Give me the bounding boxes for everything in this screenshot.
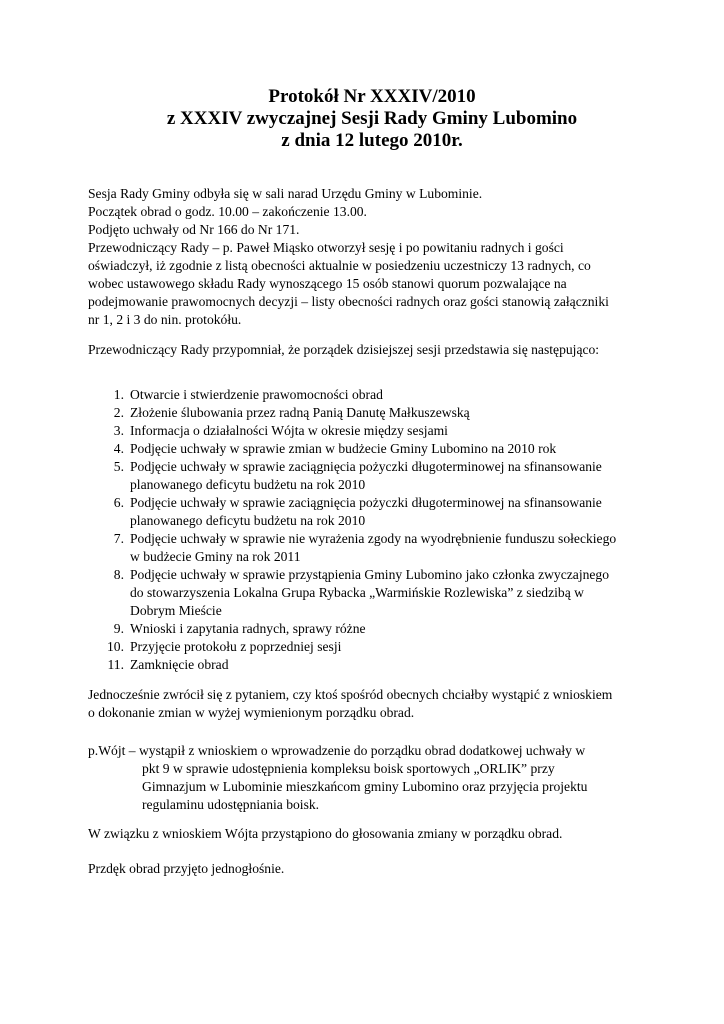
agenda-item-line: w budżecie Gminy na rok 2011 <box>130 549 301 564</box>
agenda-item-number: 6. <box>113 495 124 510</box>
wojt-motion-line: p.Wójt – wystąpił z wnioskiem o wprowadzenie do porządku obrad dodatkowej uchwały w <box>88 743 586 758</box>
agenda-item <box>88 386 668 404</box>
agenda-item <box>88 404 668 422</box>
agenda-item <box>88 566 668 620</box>
agenda-item-line: Podjęcie uchwały w sprawie zaciągnięcia pożyczki długoterminowej na sfinansowanie <box>130 495 602 510</box>
agenda-item <box>88 656 668 674</box>
wojt-motion-line: regulaminu udostępniania boisk. <box>142 797 320 812</box>
agenda-item-number: 7. <box>113 531 124 546</box>
agenda-item-line: Podjęcie uchwały w sprawie nie wyrażenia zgody na wyodrębnienie funduszu sołeckiego <box>130 531 617 546</box>
agenda-item-line: Podjęcie uchwały w sprawie przystąpienia Gminy Lubomino jako członka zwyczajnego <box>130 567 610 582</box>
intro-paragraph <box>88 185 668 329</box>
agenda-item-line: Dobrym Mieście <box>130 603 222 618</box>
agenda-item-number: 8. <box>113 567 124 582</box>
agenda-item <box>88 494 668 530</box>
intro-line: Podjęto uchwały od Nr 166 do Nr 171. <box>88 222 300 237</box>
agenda-item-line: Złożenie ślubowania przez radną Panią Danutę Małkuszewską <box>130 405 470 420</box>
agenda-item-number: 1. <box>113 387 124 402</box>
agenda-item-line: do stowarzyszenia Lokalna Grupa Rybacka „Warmińskie Rozlewiska” z siedzibą w <box>130 585 584 600</box>
adopted-line: Przdęk obrad przyjęto jednogłośnie. <box>88 861 285 876</box>
agenda-item-number: 10. <box>107 639 124 654</box>
agenda-item <box>88 638 668 656</box>
intro-line: Początek obrad o godz. 10.00 – zakończenie 13.00. <box>88 204 367 219</box>
title-line-2: z XXXIV zwyczajnej Sesji Rady Gminy Lubomino <box>166 108 578 129</box>
agenda-item <box>88 458 668 494</box>
agenda-item <box>88 530 668 566</box>
agenda-item <box>88 620 668 638</box>
wojt-motion-line: Gimnazjum w Lubominie mieszkańcom gminy Lubomino oraz przyjęcia projektu <box>142 779 588 794</box>
agenda-item-number: 9. <box>113 621 124 636</box>
question-line: Jednocześnie zwrócił się z pytaniem, czy ktoś spośród obecnych chciałby wystąpić z wnioskiem <box>88 687 613 702</box>
agenda-item-line: planowanego deficytu budżetu na rok 2010 <box>130 477 366 492</box>
agenda-item-line: Wnioski i zapytania radnych, sprawy różne <box>130 621 366 636</box>
agenda-item-number: 5. <box>113 459 124 474</box>
title-line-1: Protokół Nr XXXIV/2010 <box>268 86 476 107</box>
vote-line: W związku z wnioskiem Wójta przystąpiono do głosowania zmiany w porządku obrad. <box>88 826 563 841</box>
agenda-item-line: Otwarcie i stwierdzenie prawomocności obrad <box>130 387 383 402</box>
agenda-item-line: planowanego deficytu budżetu na rok 2010 <box>130 513 366 528</box>
intro-line: nr 1, 2 i 3 do nin. protokółu. <box>88 312 242 327</box>
wojt-motion-paragraph <box>88 742 668 814</box>
adopted-paragraph <box>88 860 668 878</box>
title-line-3: z dnia 12 lutego 2010r. <box>281 130 463 151</box>
agenda-item-number: 11. <box>107 657 124 672</box>
intro-line: wobec ustawowego składu Rady wynoszącego 15 osób stanowi quorum pozwalające na <box>88 276 567 291</box>
intro-line: Sesja Rady Gminy odbyła się w sali narad Urzędu Gminy w Lubominie. <box>88 186 483 201</box>
agenda-intro-paragraph <box>88 341 668 359</box>
wojt-motion-line: pkt 9 w sprawie udostępnienia kompleksu boisk sportowych „ORLIK” przy <box>142 761 555 776</box>
agenda-item-line: Zamknięcie obrad <box>130 657 229 672</box>
vote-paragraph <box>88 825 668 843</box>
agenda-item-line: Podjęcie uchwały w sprawie zaciągnięcia pożyczki długoterminowej na sfinansowanie <box>130 459 602 474</box>
agenda-item-number: 2. <box>113 405 124 420</box>
agenda-item-number: 3. <box>113 423 124 438</box>
intro-line: oświadczył, iż zgodnie z listą obecności aktualnie w posiedzeniu uczestniczy 13 radnych, co <box>88 258 591 273</box>
agenda-item-line: Przyjęcie protokołu z poprzedniej sesji <box>130 639 342 654</box>
agenda-item-number: 4. <box>113 441 124 456</box>
agenda-item <box>88 440 668 458</box>
agenda-list <box>88 386 668 674</box>
agenda-intro-line: Przewodniczący Rady przypomniał, że porządek dzisiejszej sesji przedstawia się następująco: <box>88 342 600 357</box>
document-title <box>0 86 724 152</box>
agenda-item-line: Informacja o działalności Wójta w okresie między sesjami <box>130 423 448 438</box>
intro-line: Przewodniczący Rady – p. Paweł Miąsko otworzył sesję i po powitaniu radnych i gości <box>88 240 564 255</box>
question-paragraph <box>88 686 668 722</box>
question-line: o dokonanie zmian w wyżej wymienionym porządku obrad. <box>88 705 415 720</box>
intro-line: podejmowanie prawomocnych decyzji – listy obecności radnych oraz gości stanowią załączniki <box>88 294 609 309</box>
agenda-item-line: Podjęcie uchwały w sprawie zmian w budżecie Gminy Lubomino na 2010 rok <box>130 441 557 456</box>
agenda-item <box>88 422 668 440</box>
